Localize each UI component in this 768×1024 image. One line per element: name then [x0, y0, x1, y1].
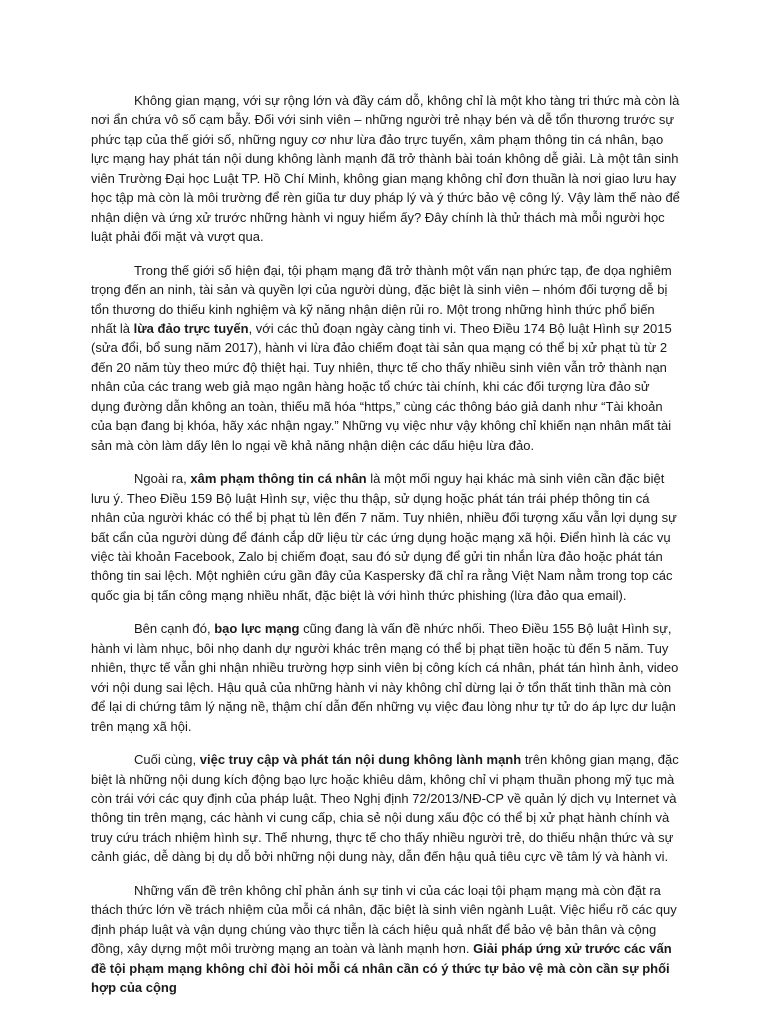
- text-run: , với các thủ đoạn ngày càng tinh vi. Theo Điều 174 Bộ luật Hình sự 2015 (sửa đổi, bổ sung năm 2017), hành vi lừa đảo chiếm đoạt tài sản qua mạng có thể bị xử phạt tù từ 2 đến 20 năm tùy theo mức độ thiệt hại. Tuy nhiên, thực tế cho thấy nhiều sinh viên vẫn trở thành nạn nhân của các trang web giả mạo ngân hàng hoặc tổ chức tài chính, khi các đối tượng lừa đảo sử dụng đường dẫn không an toàn, thiếu mã hóa “https,” cùng các thông báo giả danh như “Tài khoản của bạn đang bị khóa, hãy xác nhận ngay.” Những vụ việc như vậy không chỉ khiến nạn nhân mất tài sản mà còn làm dấy lên lo ngại về khả năng nhận diện các dấu hiệu lừa đảo.: [91, 320, 672, 453]
- body-paragraph: [91, 469, 680, 605]
- text-run: Trong thế giới số hiện đại, tội phạm mạng đã trở thành một vấn nạn phức tạp, đe dọa nghiêm trọng đến an ninh, tài sản và quyền lợi của người dùng, đặc biệt là sinh viên – nhóm đối tượng dễ bị tổn thương do thiếu kinh nghiệm và kỹ năng nhận diện rủi ro. Một trong những hình thức phổ biến nhất là: [91, 262, 672, 336]
- text-run: Cuối cùng,: [134, 752, 200, 768]
- text-run: cũng đang là vấn đề nhức nhối. Theo Điều 155 Bộ luật Hình sự, hành vi làm nhục, bôi nhọ danh dự người khác trên mạng có thể bị phạt tiền hoặc tù đến 5 năm. Tuy nhiên, thực tế vẫn ghi nhận nhiều trường hợp sinh viên bị công kích cá nhân, phát tán hình ảnh, video với nội dung sai lệch. Hậu quả của những hành vi này không chỉ dừng lại ở tổn thất tinh thần mà còn để lại di chứng tâm lý nặng nề, thậm chí dẫn đến những vụ việc đau lòng như tự tử do áp lực dư luận trên mạng xã hội.: [91, 621, 679, 734]
- text-run: Không gian mạng, với sự rộng lớn và đầy cám dỗ, không chỉ là một kho tàng tri thức mà còn là nơi ẩn chứa vô số cạm bẫy. Đối với sinh viên – những người trẻ nhạy bén và dễ tổn thương trước sự phức tạp của thế giới số, những nguy cơ như lừa đảo trực tuyến, xâm phạm thông tin cá nhân, bạo lực mạng hay phát tán nội dung không lành mạnh đã trở thành bài toán không dễ giải. Là một tân sinh viên Trường Đại học Luật TP. Hồ Chí Minh, không gian mạng không chỉ đơn thuần là nơi giao lưu hay học tập mà còn là môi trường để rèn giũa tư duy pháp lý và ý thức bảo vệ công lý. Vậy làm thế nào để nhận diện và ứng xử trước những hành vi nguy hiểm ấy? Đây chính là thử thách mà mỗi người học luật phải đối mặt và vượt qua.: [91, 93, 680, 245]
- text-run: Những vấn đề trên không chỉ phản ánh sự tinh vi của các loại tội phạm mạng mà còn đặt ra thách thức lớn về trách nhiệm của mỗi cá nhân, đặc biệt là sinh viên ngành Luật. Việc hiểu rõ các quy định pháp luật và vận dụng chúng vào thực tiễn là cách hiệu quả nhất để bảo vệ bản thân và cộng đồng, xây dựng một môi trường mạng an toàn và lành mạnh hơn.: [91, 882, 677, 957]
- body-paragraph: [91, 881, 680, 998]
- text-run: trên không gian mạng, đặc biệt là những nội dung kích động bạo lực hoặc khiêu dâm, không chỉ vi phạm thuần phong mỹ tục mà còn trái với các quy định của pháp luật. Theo Nghị định 72/2013/NĐ-CP về quản lý dịch vụ Internet và thông tin trên mạng, các hành vi cung cấp, chia sẻ nội dung xấu độc có thể bị xử phạt hành chính và truy cứu trách nhiệm hình sự. Thế nhưng, thực tế cho thấy nhiều người trẻ, do thiếu nhận thức và sự cảnh giác, dễ dàng bị dụ dỗ bởi những nội dung này, dẫn đến hậu quả tiêu cực về tâm lý và hành vi.: [91, 752, 679, 865]
- bold-text-run: xâm phạm thông tin cá nhân: [190, 471, 367, 487]
- bold-text-run: Giải pháp ứng xử trước các vấn đề tội phạm mạng không chỉ đòi hỏi mỗi cá nhân cần có ý thức tự bảo vệ mà còn cần sự phối hợp của cộng: [91, 941, 672, 996]
- body-paragraph: [91, 750, 680, 867]
- bold-text-run: việc truy cập và phát tán nội dung không lành mạnh: [199, 752, 522, 768]
- bold-text-run: lừa đảo trực tuyến: [133, 320, 249, 336]
- text-run: Bên cạnh đó,: [134, 621, 215, 637]
- body-paragraph: [91, 619, 680, 736]
- text-run: là một mối nguy hại khác mà sinh viên cần đặc biệt lưu ý. Theo Điều 159 Bộ luật Hình sự, việc thu thập, sử dụng hoặc phát tán trái phép thông tin cá nhân của người khác có thể bị phạt tù lên đến 7 năm. Tuy nhiên, nhiều đối tượng xấu vẫn lợi dụng sự bất cẩn của người dùng để đánh cắp dữ liệu từ các ứng dụng hoặc mạng xã hội. Điển hình là các vụ việc tài khoản Facebook, Zalo bị chiếm đoạt, sau đó sử dụng để gửi tin nhắn lừa đảo hoặc phát tán thông tin sai lệch. Một nghiên cứu gần đây của Kaspersky đã chỉ ra rằng Việt Nam nằm trong top các quốc gia bị tấn công mạng nhiều nhất, đặc biệt là với hình thức phishing (lừa đảo qua email).: [91, 471, 677, 603]
- text-run: Ngoài ra,: [134, 471, 191, 487]
- body-paragraph: [91, 261, 680, 456]
- document-body: [91, 91, 680, 1011]
- body-paragraph: [91, 91, 680, 247]
- bold-text-run: bạo lực mạng: [214, 621, 300, 637]
